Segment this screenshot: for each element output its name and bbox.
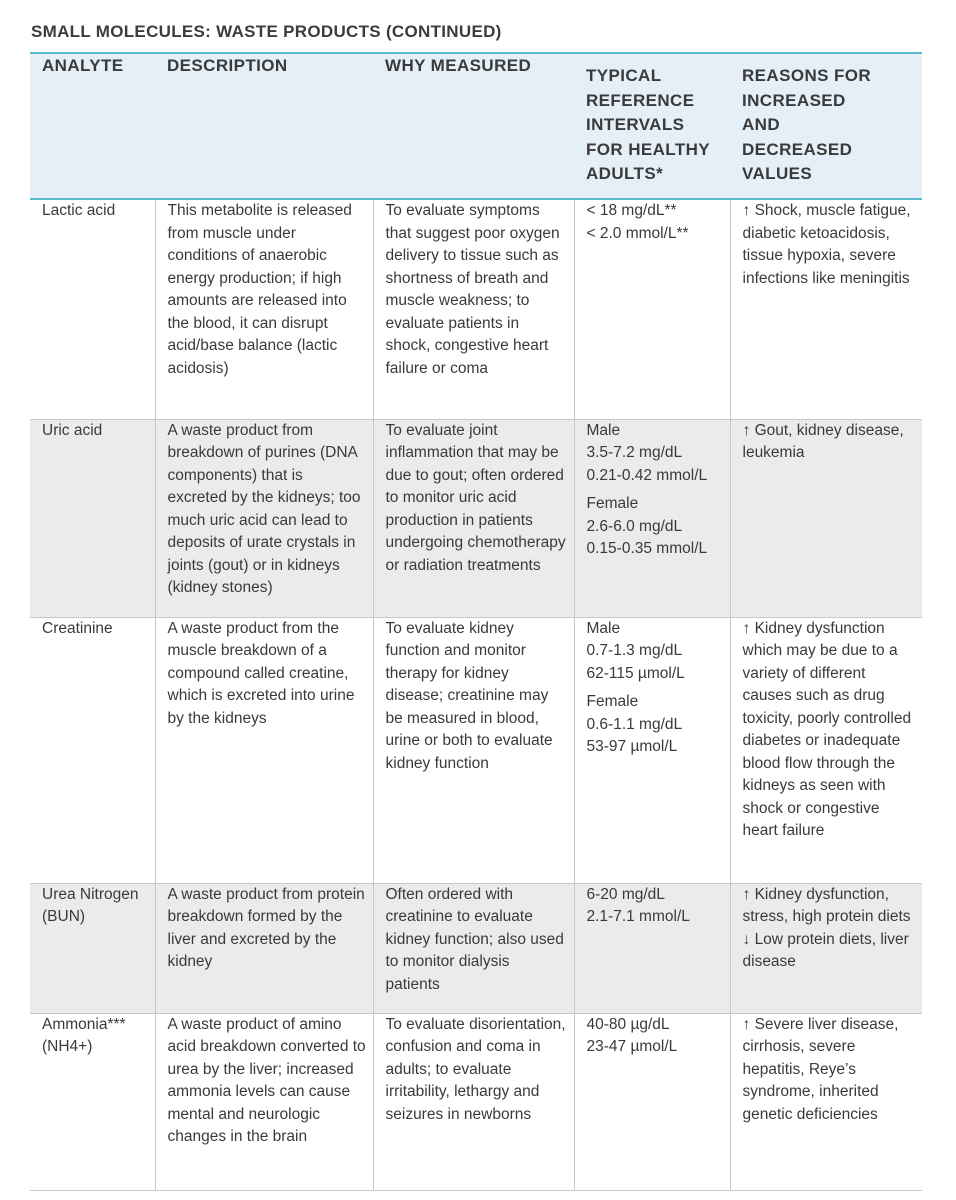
reason-text: Kidney dysfunction, stress, high protein diets	[742, 885, 911, 925]
table-header-row	[30, 53, 922, 199]
description-cell: This metabolite is released from muscle under conditions of anaerobic energy production; if high amounts are released into the blood, it can disrupt acid/base balance (lactic acidosis)	[155, 199, 373, 419]
header-line: VALUES	[742, 164, 813, 183]
column-header-reference-intervals	[574, 53, 730, 199]
header-line: FOR HEALTHY	[586, 139, 711, 159]
analyte-cell: Lactic acid	[42, 202, 116, 219]
table-row	[30, 1013, 922, 1190]
header-line: REASONS FOR	[742, 66, 872, 85]
analyte-cell: Creatinine	[42, 619, 113, 637]
reference-label: Female	[586, 693, 639, 710]
analyte-cell: Ammonia*** (NH4+)	[42, 1015, 126, 1055]
reference-interval-cell	[574, 883, 730, 1013]
description-cell: A waste product from breakdown of purines (DNA components) that is excreted by the kidneys; too much uric acid can lead to deposits of urate crystals in joints (gout) or in kidneys (kidney stones)	[155, 419, 373, 617]
reference-value: 2.1-7.1 mmol/L	[586, 908, 690, 925]
reasons-cell	[730, 1013, 922, 1190]
reason-entry	[743, 200, 917, 290]
reasons-cell	[730, 617, 922, 883]
arrow-up-icon: ↑	[742, 1015, 751, 1033]
why-measured-cell: To evaluate symptoms that suggest poor oxygen delivery to tissue such as shortness of breath and muscle weakness; to evaluate patients in shock, congestive heart failure or coma	[373, 199, 574, 419]
arrow-up-icon: ↑	[742, 885, 751, 903]
description-cell: A waste product from the muscle breakdown of a compound called creatine, which is excreted into urine by the kidneys	[155, 617, 373, 883]
arrow-up-icon: ↑	[742, 619, 751, 637]
reason-entry	[743, 420, 917, 465]
reference-group-male	[587, 618, 724, 686]
reasons-cell	[730, 883, 922, 1013]
reference-interval-cell	[574, 419, 730, 617]
reference-group-male	[587, 420, 724, 488]
column-header-why-measured: WHY MEASURED	[385, 56, 532, 75]
reference-group-female	[587, 493, 724, 561]
reference-value: 40-80 µg/dL	[586, 1015, 670, 1033]
page-title: SMALL MOLECULES: WASTE PRODUCTS (CONTINUED)	[31, 22, 502, 41]
table-row	[30, 617, 922, 883]
header-line: INCREASED	[742, 90, 846, 110]
reasons-cell	[730, 419, 922, 617]
reference-interval-cell	[574, 1013, 730, 1190]
reference-value: < 18 mg/dL**	[586, 202, 677, 219]
why-measured-cell: Often ordered with creatinine to evaluate kidney function; also used to monitor dialysis patients	[373, 883, 574, 1013]
header-line: TYPICAL	[586, 66, 662, 85]
reference-value: 0.15-0.35 mmol/L	[586, 540, 708, 557]
reference-value: 53-97 µmol/L	[586, 738, 678, 755]
column-header-analyte: ANALYTE	[42, 56, 124, 75]
reference-group-female	[587, 691, 724, 759]
reason-text: Kidney dysfunction which may be due to a variety of different causes such as drug toxicity, poorly controlled diabetes or inadequate blood flow through the kidneys as seen with shock or congestive heart failure	[742, 619, 912, 839]
table-row	[30, 199, 922, 419]
analyte-cell: Uric acid	[42, 421, 103, 439]
description-cell: A waste product of amino acid breakdown converted to urea by the liver; increased ammonia levels can cause mental and neurologic changes in the brain	[155, 1013, 373, 1190]
reason-entry	[743, 1014, 917, 1127]
reference-table	[30, 52, 922, 1191]
why-measured-cell: To evaluate disorientation, confusion and coma in adults; to evaluate irritability, lethargy and seizures in newborns	[373, 1013, 574, 1190]
arrow-up-icon: ↑	[742, 421, 751, 439]
reference-interval-cell	[574, 617, 730, 883]
arrow-down-icon: ↓	[742, 930, 751, 948]
reference-label: Male	[586, 421, 621, 439]
column-header-reasons	[730, 53, 922, 199]
header-line: AND	[742, 115, 781, 134]
reference-value: < 2.0 mmol/L**	[586, 224, 689, 242]
reason-entry	[743, 618, 917, 843]
reason-entry	[743, 929, 917, 974]
reasons-cell	[730, 199, 922, 419]
header-line: DECREASED	[742, 139, 853, 159]
column-header-description: DESCRIPTION	[167, 56, 288, 75]
analyte-cell: Urea Nitrogen (BUN)	[42, 885, 139, 925]
reference-value: 62-115 µmol/L	[586, 664, 685, 682]
reason-text: Severe liver disease, cirrhosis, severe hepatitis, Reye’s syndrome, inherited genetic deficiencies	[742, 1015, 899, 1123]
reference-value: 0.21-0.42 mmol/L	[586, 466, 708, 484]
description-cell: A waste product from protein breakdown formed by the liver and excreted by the kidney	[155, 883, 373, 1013]
header-line: REFERENCE	[586, 90, 695, 110]
reference-value: 0.7-1.3 mg/dL	[586, 642, 683, 659]
reason-text: Gout, kidney disease, leukemia	[742, 421, 904, 461]
reference-label: Male	[586, 619, 621, 637]
arrow-up-icon: ↑	[742, 202, 751, 219]
reference-value: 23-47 µmol/L	[586, 1038, 678, 1055]
reason-entry	[743, 884, 917, 929]
table-row	[30, 419, 922, 617]
reference-value: 6-20 mg/dL	[586, 885, 665, 903]
why-measured-cell: To evaluate joint inflammation that may be due to gout; often ordered to monitor uric acid production in patients undergoing chemotherapy or radiation treatments	[373, 419, 574, 617]
header-line: INTERVALS	[586, 115, 685, 134]
reference-value: 0.6-1.1 mg/dL	[586, 715, 683, 733]
reference-interval-cell	[574, 199, 730, 419]
reference-value: 2.6-6.0 mg/dL	[586, 517, 683, 535]
table-row	[30, 883, 922, 1013]
reference-value: 3.5-7.2 mg/dL	[586, 444, 683, 461]
reference-label: Female	[586, 495, 639, 512]
header-line: ADULTS*	[586, 164, 664, 183]
reason-text: Low protein diets, liver disease	[742, 930, 909, 970]
reason-text: Shock, muscle fatigue, diabetic ketoacidosis, tissue hypoxia, severe infections like meningitis	[742, 202, 911, 287]
why-measured-cell: To evaluate kidney function and monitor therapy for kidney disease; creatinine may be measured in blood, urine or both to evaluate kidney function	[373, 617, 574, 883]
